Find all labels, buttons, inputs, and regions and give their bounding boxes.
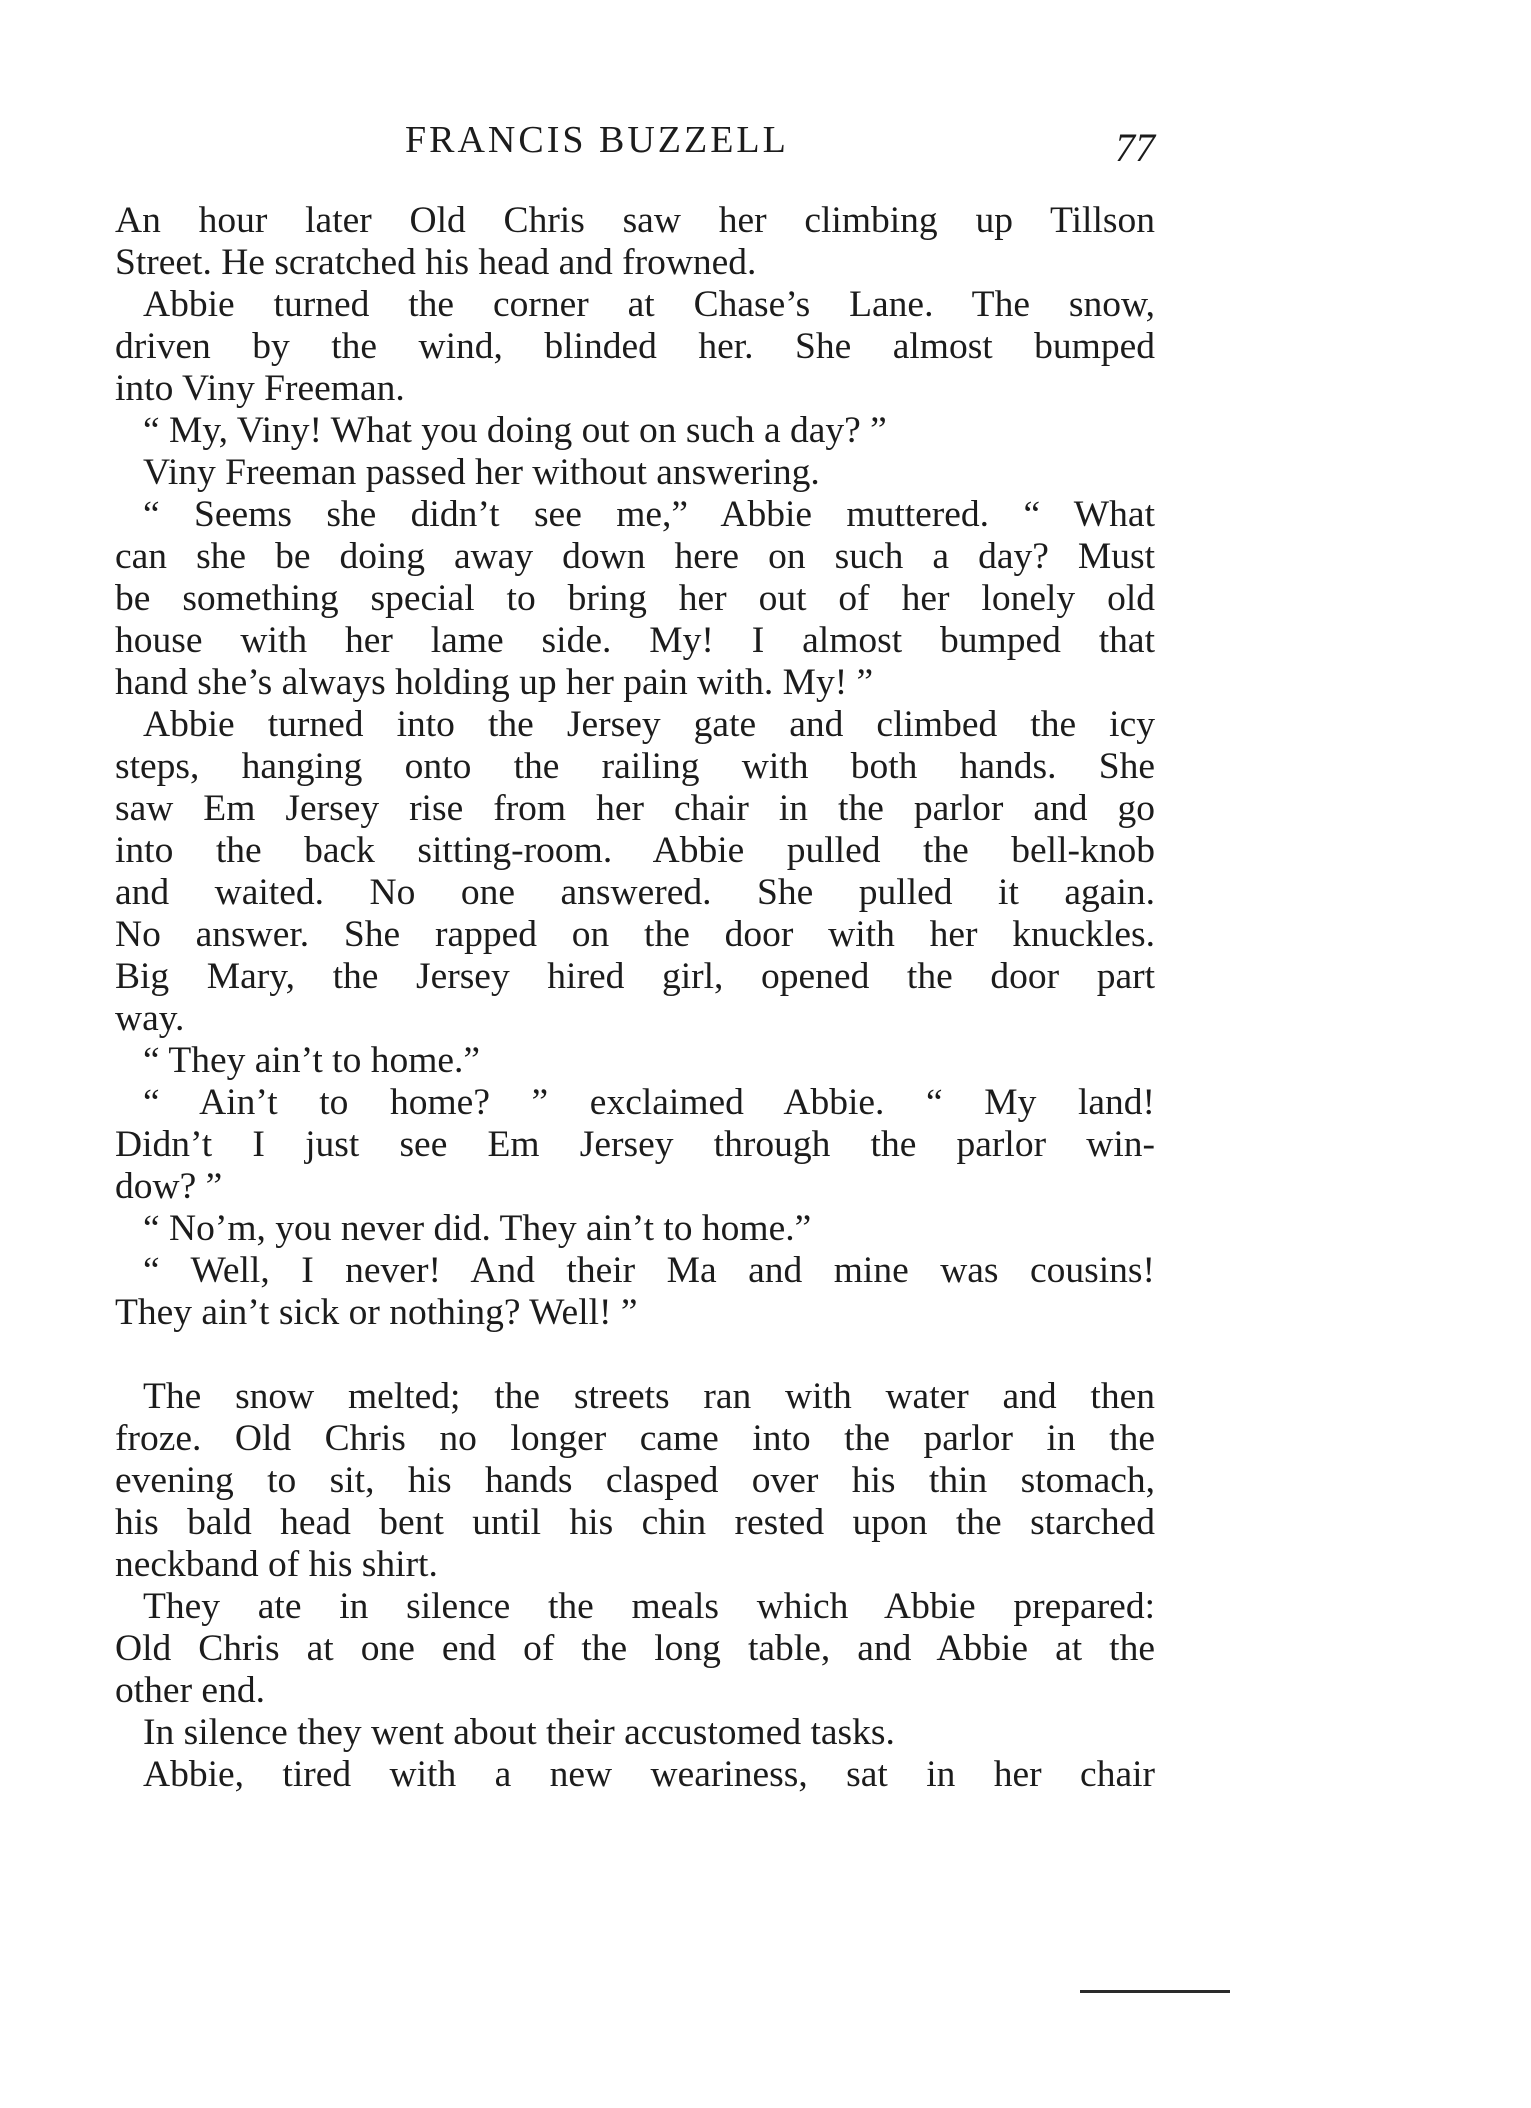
text-line: Street. He scratched his head and frowned. — [115, 242, 757, 283]
text-line: dow? ” — [115, 1166, 223, 1207]
section-break — [115, 1334, 1155, 1376]
body-text — [115, 200, 1155, 1796]
text-line: be something special to bring her out of her lonely old — [115, 578, 1155, 619]
text-line: “ Well, I never! And their Ma and mine was cousins! — [143, 1250, 1155, 1291]
text-line: “ Seems she didn’t see me,” Abbie muttered. “ What — [143, 494, 1155, 535]
text-line: Didn’t I just see Em Jersey through the parlor win- — [115, 1124, 1155, 1165]
text-line: froze. Old Chris no longer came into the parlor in the — [115, 1418, 1155, 1459]
text-line: No answer. She rapped on the door with her knuckles. — [115, 914, 1155, 955]
text-line: “ Ain’t to home? ” exclaimed Abbie. “ My land! — [143, 1082, 1155, 1123]
text-line: hand she’s always holding up her pain with. My! ” — [115, 662, 874, 703]
text-line: They ain’t sick or nothing? Well! ” — [115, 1292, 638, 1333]
page-number: 77 — [1115, 125, 1155, 170]
text-line: Viny Freeman passed her without answering. — [143, 452, 820, 493]
text-line: evening to sit, his hands clasped over his thin stomach, — [115, 1460, 1155, 1501]
text-line: An hour later Old Chris saw her climbing up Tillson — [115, 200, 1155, 241]
page-header — [155, 118, 1155, 178]
text-line: into the back sitting-room. Abbie pulled the bell-knob — [115, 830, 1155, 871]
text-line: neckband of his shirt. — [115, 1544, 438, 1585]
text-line: Abbie turned the corner at Chase’s Lane. The snow, — [143, 284, 1155, 325]
text-line: house with her lame side. My! I almost bumped that — [115, 620, 1155, 661]
text-line: Big Mary, the Jersey hired girl, opened the door part — [115, 956, 1155, 997]
footer-rule — [1080, 1990, 1230, 1993]
text-line: driven by the wind, blinded her. She almost bumped — [115, 326, 1155, 367]
text-line: They ate in silence the meals which Abbie prepared: — [143, 1586, 1155, 1627]
text-line: Abbie, tired with a new weariness, sat in her chair — [143, 1754, 1155, 1795]
running-head: FRANCIS BUZZELL — [405, 119, 789, 161]
text-line: and waited. No one answered. She pulled it again. — [115, 872, 1155, 913]
text-line: Abbie turned into the Jersey gate and climbed the icy — [143, 704, 1155, 745]
text-line: way. — [115, 998, 185, 1039]
text-line: other end. — [115, 1670, 265, 1711]
text-line: into Viny Freeman. — [115, 368, 405, 409]
text-line: Old Chris at one end of the long table, and Abbie at the — [115, 1628, 1155, 1669]
text-line: “ My, Viny! What you doing out on such a day? ” — [143, 410, 887, 451]
text-line: steps, hanging onto the railing with both hands. She — [115, 746, 1155, 787]
text-line: saw Em Jersey rise from her chair in the parlor and go — [115, 788, 1155, 829]
text-line: can she be doing away down here on such a day? Must — [115, 536, 1155, 577]
text-line: “ No’m, you never did. They ain’t to home.” — [143, 1208, 812, 1249]
text-line: “ They ain’t to home.” — [143, 1040, 481, 1081]
text-line: In silence they went about their accustomed tasks. — [143, 1712, 895, 1753]
text-line: his bald head bent until his chin rested upon the starched — [115, 1502, 1155, 1543]
text-line: The snow melted; the streets ran with water and then — [143, 1376, 1155, 1417]
